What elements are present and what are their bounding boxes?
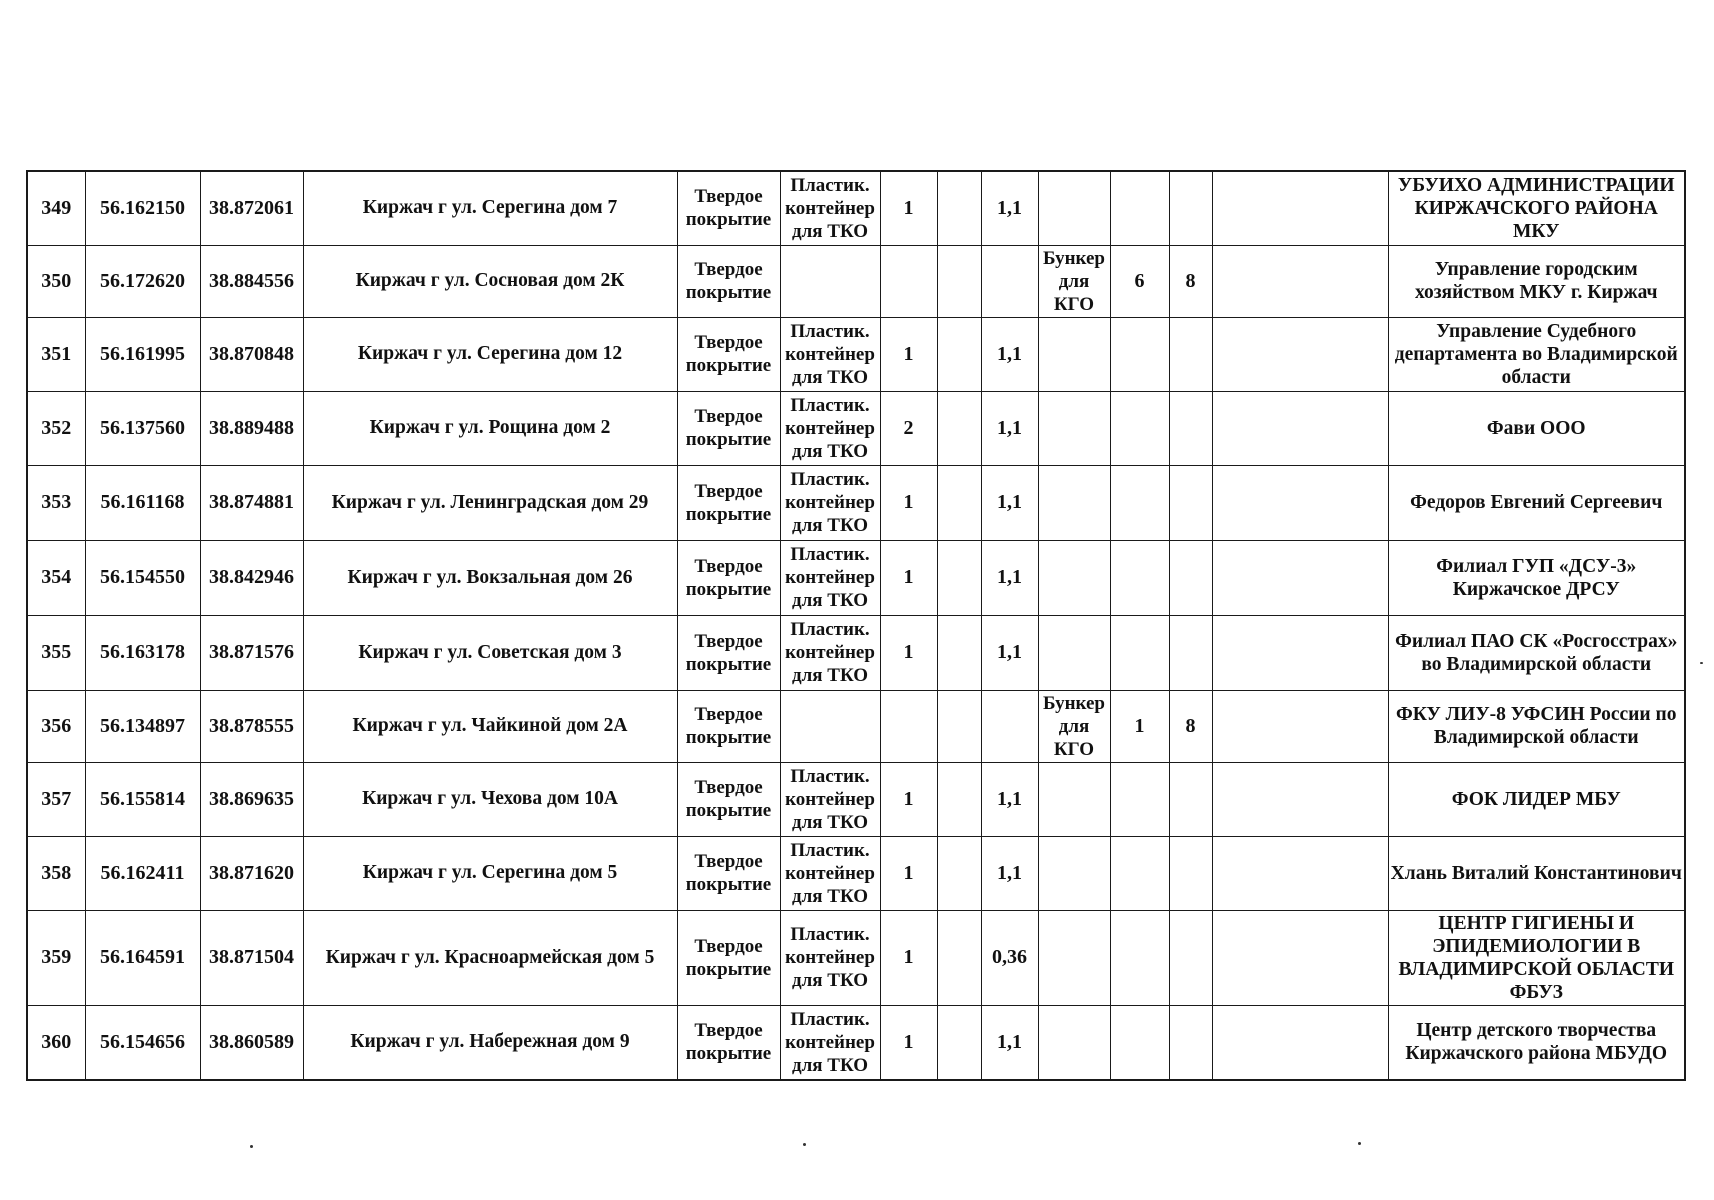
row-number: 359 <box>27 910 85 1005</box>
longitude-cell: 38.871620 <box>200 836 303 910</box>
surface-cell: Твердое покрытие <box>677 615 780 690</box>
row-number: 350 <box>27 245 85 317</box>
row-number: 351 <box>27 317 85 391</box>
empty-cell <box>937 465 981 540</box>
organization-cell: ЦЕНТР ГИГИЕНЫ И ЭПИДЕМИОЛОГИИ В ВЛАДИМИРСКОЙ ОБЛАСТИ ФБУЗ <box>1388 910 1685 1005</box>
address-cell: Киржач г ул. Ленинградская дом 29 <box>303 465 677 540</box>
row-number: 353 <box>27 465 85 540</box>
organization-cell: ФКУ ЛИУ-8 УФСИН России по Владимирской области <box>1388 690 1685 762</box>
longitude-cell: 38.889488 <box>200 391 303 465</box>
longitude-cell: 38.871504 <box>200 910 303 1005</box>
surface-cell: Твердое покрытие <box>677 910 780 1005</box>
row-number: 352 <box>27 391 85 465</box>
organization-cell: Федоров Евгений Сергеевич <box>1388 465 1685 540</box>
table-row <box>27 690 1685 762</box>
bunker-volume-cell <box>1169 540 1212 615</box>
bunker-count-cell <box>1110 762 1169 836</box>
container-count-cell: 1 <box>880 465 937 540</box>
surface-cell: Твердое покрытие <box>677 690 780 762</box>
bunker-count-cell <box>1110 836 1169 910</box>
row-number: 357 <box>27 762 85 836</box>
table-row <box>27 245 1685 317</box>
address-cell: Киржач г ул. Серегина дом 7 <box>303 171 677 245</box>
address-cell: Киржач г ул. Красноармейская дом 5 <box>303 910 677 1005</box>
table-row <box>27 317 1685 391</box>
organization-cell: Центр детского творчества Киржачского района МБУДО <box>1388 1005 1685 1080</box>
empty-cell <box>937 317 981 391</box>
address-cell: Киржач г ул. Серегина дом 5 <box>303 836 677 910</box>
empty-cell <box>1212 317 1388 391</box>
empty-cell <box>1212 690 1388 762</box>
bunker-count-cell <box>1110 465 1169 540</box>
bunker-type-cell: Бункер для КГО <box>1038 245 1110 317</box>
bunker-type-cell: Бункер для КГО <box>1038 690 1110 762</box>
container-count-cell: 1 <box>880 615 937 690</box>
row-number: 358 <box>27 836 85 910</box>
bunker-count-cell <box>1110 171 1169 245</box>
container-volume-cell: 1,1 <box>981 317 1038 391</box>
empty-cell <box>937 391 981 465</box>
container-type-cell: Пластик. контейнер для ТКО <box>780 836 880 910</box>
row-number: 349 <box>27 171 85 245</box>
scan-speck <box>250 1145 253 1148</box>
table-row <box>27 762 1685 836</box>
bunker-type-cell <box>1038 317 1110 391</box>
bunker-count-cell <box>1110 1005 1169 1080</box>
scan-speck <box>803 1143 806 1146</box>
container-type-cell: Пластик. контейнер для ТКО <box>780 615 880 690</box>
table-row <box>27 910 1685 1005</box>
latitude-cell: 56.161168 <box>85 465 200 540</box>
bunker-type-cell <box>1038 465 1110 540</box>
bunker-count-cell <box>1110 391 1169 465</box>
table-row <box>27 540 1685 615</box>
container-volume-cell <box>981 245 1038 317</box>
empty-cell <box>1212 391 1388 465</box>
row-number: 355 <box>27 615 85 690</box>
surface-cell: Твердое покрытие <box>677 836 780 910</box>
empty-cell <box>1212 615 1388 690</box>
bunker-type-cell <box>1038 910 1110 1005</box>
bunker-count-cell <box>1110 540 1169 615</box>
empty-cell <box>937 836 981 910</box>
longitude-cell: 38.842946 <box>200 540 303 615</box>
organization-cell: Филиал ПАО СК «Росгосстрах» во Владимирской области <box>1388 615 1685 690</box>
surface-cell: Твердое покрытие <box>677 1005 780 1080</box>
latitude-cell: 56.162150 <box>85 171 200 245</box>
address-cell: Киржач г ул. Вокзальная дом 26 <box>303 540 677 615</box>
longitude-cell: 38.869635 <box>200 762 303 836</box>
empty-cell <box>937 615 981 690</box>
row-number: 354 <box>27 540 85 615</box>
bunker-volume-cell: 8 <box>1169 245 1212 317</box>
empty-cell <box>937 540 981 615</box>
container-count-cell: 1 <box>880 1005 937 1080</box>
container-count-cell: 1 <box>880 317 937 391</box>
longitude-cell: 38.878555 <box>200 690 303 762</box>
organization-cell: Управление городским хозяйством МКУ г. Киржач <box>1388 245 1685 317</box>
table-row <box>27 391 1685 465</box>
latitude-cell: 56.162411 <box>85 836 200 910</box>
table-row <box>27 171 1685 245</box>
latitude-cell: 56.155814 <box>85 762 200 836</box>
surface-cell: Твердое покрытие <box>677 465 780 540</box>
container-volume-cell: 1,1 <box>981 615 1038 690</box>
organization-cell: Филиал ГУП «ДСУ-3» Киржачское ДРСУ <box>1388 540 1685 615</box>
empty-cell <box>1212 465 1388 540</box>
table-body <box>27 171 1685 1080</box>
address-cell: Киржач г ул. Рощина дом 2 <box>303 391 677 465</box>
surface-cell: Твердое покрытие <box>677 317 780 391</box>
surface-cell: Твердое покрытие <box>677 171 780 245</box>
container-type-cell: Пластик. контейнер для ТКО <box>780 317 880 391</box>
surface-cell: Твердое покрытие <box>677 245 780 317</box>
bunker-count-cell <box>1110 615 1169 690</box>
container-type-cell <box>780 690 880 762</box>
organization-cell: УБУИХО АДМИНИСТРАЦИИ КИРЖАЧСКОГО РАЙОНА МКУ <box>1388 171 1685 245</box>
address-cell: Киржач г ул. Набережная дом 9 <box>303 1005 677 1080</box>
latitude-cell: 56.154550 <box>85 540 200 615</box>
latitude-cell: 56.163178 <box>85 615 200 690</box>
empty-cell <box>937 762 981 836</box>
bunker-volume-cell <box>1169 836 1212 910</box>
empty-cell <box>937 1005 981 1080</box>
scan-speck <box>1358 1142 1361 1145</box>
table-row <box>27 1005 1685 1080</box>
bunker-volume-cell <box>1169 391 1212 465</box>
empty-cell <box>937 245 981 317</box>
container-volume-cell: 1,1 <box>981 171 1038 245</box>
empty-cell <box>1212 762 1388 836</box>
empty-cell <box>1212 245 1388 317</box>
latitude-cell: 56.161995 <box>85 317 200 391</box>
latitude-cell: 56.154656 <box>85 1005 200 1080</box>
bunker-volume-cell: 8 <box>1169 690 1212 762</box>
bunker-type-cell <box>1038 836 1110 910</box>
empty-cell <box>1212 836 1388 910</box>
bunker-volume-cell <box>1169 762 1212 836</box>
address-cell: Киржач г ул. Чайкиной дом 2А <box>303 690 677 762</box>
container-count-cell: 2 <box>880 391 937 465</box>
empty-cell <box>937 690 981 762</box>
container-type-cell: Пластик. контейнер для ТКО <box>780 1005 880 1080</box>
container-count-cell: 1 <box>880 762 937 836</box>
container-type-cell: Пластик. контейнер для ТКО <box>780 540 880 615</box>
bunker-count-cell: 6 <box>1110 245 1169 317</box>
address-cell: Киржач г ул. Чехова дом 10А <box>303 762 677 836</box>
row-number: 356 <box>27 690 85 762</box>
container-count-cell: 1 <box>880 836 937 910</box>
address-cell: Киржач г ул. Серегина дом 12 <box>303 317 677 391</box>
bunker-type-cell <box>1038 171 1110 245</box>
bunker-count-cell <box>1110 317 1169 391</box>
table-row <box>27 836 1685 910</box>
empty-cell <box>937 171 981 245</box>
longitude-cell: 38.870848 <box>200 317 303 391</box>
container-volume-cell: 1,1 <box>981 762 1038 836</box>
latitude-cell: 56.137560 <box>85 391 200 465</box>
empty-cell <box>1212 910 1388 1005</box>
bunker-volume-cell <box>1169 910 1212 1005</box>
empty-cell <box>1212 1005 1388 1080</box>
bunker-volume-cell <box>1169 465 1212 540</box>
organization-cell: Управление Судебного департамента во Владимирской области <box>1388 317 1685 391</box>
bunker-type-cell <box>1038 540 1110 615</box>
scan-speck <box>1700 662 1703 664</box>
longitude-cell: 38.874881 <box>200 465 303 540</box>
container-volume-cell: 1,1 <box>981 836 1038 910</box>
container-volume-cell: 1,1 <box>981 465 1038 540</box>
latitude-cell: 56.164591 <box>85 910 200 1005</box>
bunker-volume-cell <box>1169 317 1212 391</box>
latitude-cell: 56.172620 <box>85 245 200 317</box>
table-row <box>27 465 1685 540</box>
container-type-cell: Пластик. контейнер для ТКО <box>780 391 880 465</box>
organization-cell: Хлань Виталий Константинович <box>1388 836 1685 910</box>
container-type-cell: Пластик. контейнер для ТКО <box>780 465 880 540</box>
address-cell: Киржач г ул. Сосновая дом 2К <box>303 245 677 317</box>
longitude-cell: 38.884556 <box>200 245 303 317</box>
container-count-cell: 1 <box>880 171 937 245</box>
container-count-cell <box>880 690 937 762</box>
container-volume-cell: 1,1 <box>981 540 1038 615</box>
empty-cell <box>1212 540 1388 615</box>
container-count-cell <box>880 245 937 317</box>
longitude-cell: 38.871576 <box>200 615 303 690</box>
bunker-volume-cell <box>1169 1005 1212 1080</box>
bunker-type-cell <box>1038 391 1110 465</box>
bunker-type-cell <box>1038 1005 1110 1080</box>
surface-cell: Твердое покрытие <box>677 540 780 615</box>
table-row <box>27 615 1685 690</box>
container-volume-cell <box>981 690 1038 762</box>
bunker-type-cell <box>1038 615 1110 690</box>
bunker-count-cell: 1 <box>1110 690 1169 762</box>
container-type-cell: Пластик. контейнер для ТКО <box>780 910 880 1005</box>
surface-cell: Твердое покрытие <box>677 391 780 465</box>
container-type-cell <box>780 245 880 317</box>
organization-cell: Фави ООО <box>1388 391 1685 465</box>
container-type-cell: Пластик. контейнер для ТКО <box>780 762 880 836</box>
bunker-volume-cell <box>1169 615 1212 690</box>
container-count-cell: 1 <box>880 910 937 1005</box>
empty-cell <box>1212 171 1388 245</box>
bunker-type-cell <box>1038 762 1110 836</box>
longitude-cell: 38.860589 <box>200 1005 303 1080</box>
empty-cell <box>937 910 981 1005</box>
container-count-cell: 1 <box>880 540 937 615</box>
organization-cell: ФОК ЛИДЕР МБУ <box>1388 762 1685 836</box>
bunker-volume-cell <box>1169 171 1212 245</box>
bunker-count-cell <box>1110 910 1169 1005</box>
container-volume-cell: 1,1 <box>981 1005 1038 1080</box>
container-volume-cell: 0,36 <box>981 910 1038 1005</box>
address-cell: Киржач г ул. Советская дом 3 <box>303 615 677 690</box>
latitude-cell: 56.134897 <box>85 690 200 762</box>
container-volume-cell: 1,1 <box>981 391 1038 465</box>
surface-cell: Твердое покрытие <box>677 762 780 836</box>
container-type-cell: Пластик. контейнер для ТКО <box>780 171 880 245</box>
waste-sites-table <box>26 170 1686 1081</box>
row-number: 360 <box>27 1005 85 1080</box>
longitude-cell: 38.872061 <box>200 171 303 245</box>
